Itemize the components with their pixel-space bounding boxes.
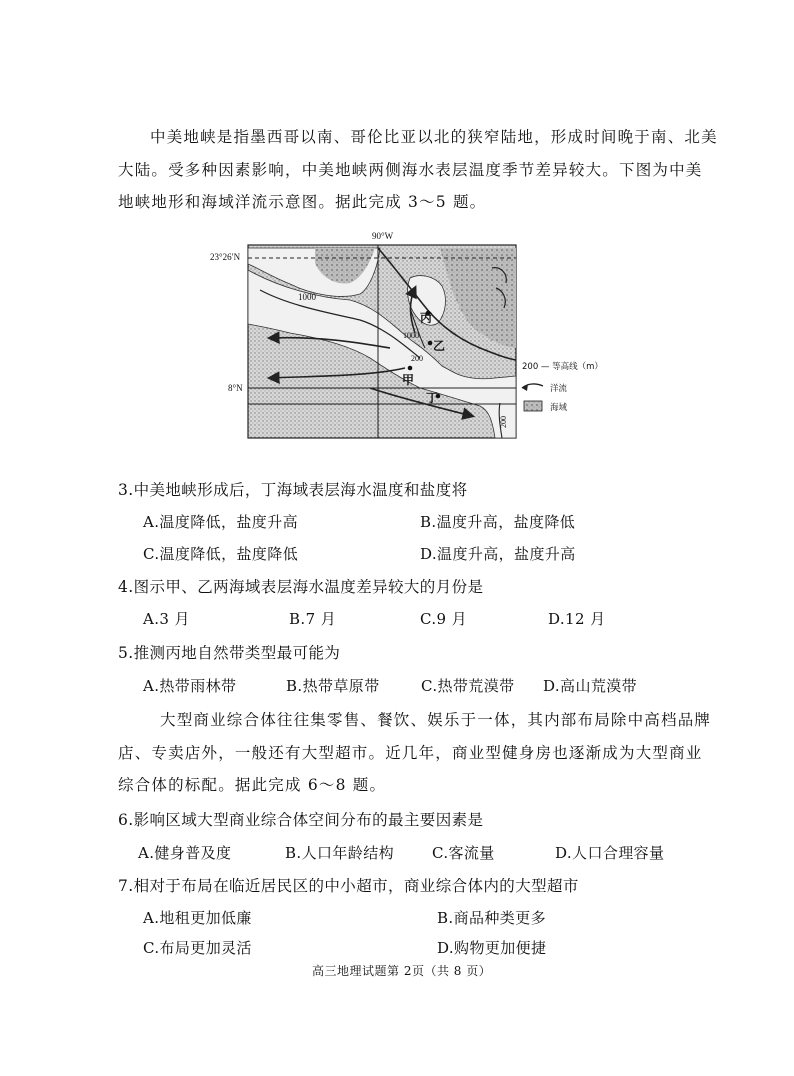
q6-option-d[interactable]: D.人口合理容量 — [555, 844, 665, 862]
contour-200-right-label: 200 — [499, 416, 508, 428]
point-jia — [408, 366, 413, 371]
intro2-line3: 综合体的标配。据此完成 6～8 题。 — [118, 776, 387, 794]
q7-option-a[interactable]: A.地租更加低廉 — [143, 909, 252, 927]
q6-option-b[interactable]: B.人口年龄结构 — [285, 844, 394, 862]
legend-sea-swatch — [524, 401, 542, 411]
legend-current: 洋流 — [550, 384, 568, 394]
contour-1000-left-label: 1000 — [298, 292, 316, 302]
legend-sea: 海域 — [550, 403, 568, 413]
legend-contour: 200 — 等高线（m） — [522, 362, 603, 372]
label-jia: 甲 — [402, 373, 415, 387]
q5-stem: 5.推测丙地自然带类型最可能为 — [118, 644, 341, 662]
q3-option-a[interactable]: A.温度降低，盐度升高 — [143, 513, 299, 531]
contour-200-mid-label: 200 — [411, 354, 423, 363]
q7-option-d[interactable]: D.购物更加便捷 — [437, 939, 547, 957]
q4-option-b[interactable]: B.7 月 — [289, 610, 337, 628]
q4-stem: 4.图示甲、乙两海域表层海水温度差异较大的月份是 — [118, 578, 484, 596]
page-footer: 高三地理试题第 2页（共 8 页） — [312, 964, 492, 978]
q7-option-c[interactable]: C.布局更加灵活 — [143, 939, 252, 957]
q5-option-c[interactable]: C.热带荒漠带 — [421, 677, 515, 695]
intro1-line2: 大陆。受多种因素影响，中美地峡两侧海水表层温度季节差异较大。下图为中美 — [118, 161, 703, 179]
central-america-map — [210, 228, 610, 443]
q4-option-c[interactable]: C.9 月 — [420, 610, 468, 628]
q3-option-b[interactable]: B.温度升高，盐度降低 — [420, 513, 576, 531]
point-yi — [428, 341, 433, 346]
q6-option-c[interactable]: C.客流量 — [432, 844, 495, 862]
label-ding: 丁 — [426, 391, 439, 405]
q3-option-c[interactable]: C.温度降低，盐度降低 — [143, 545, 299, 563]
q4-option-d[interactable]: D.12 月 — [548, 610, 606, 628]
intro2-line1: 大型商业综合体往往集零售、餐饮、娱乐于一体，其内部布局除中高档品牌 — [160, 711, 712, 729]
q7-option-b[interactable]: B.商品种类更多 — [437, 909, 546, 927]
q5-option-a[interactable]: A.热带雨林带 — [143, 677, 237, 695]
q3-stem: 3.中美地峡形成后，丁海域表层海水温度和盐度将 — [118, 481, 468, 499]
intro1-line3: 地峡地形和海域洋流示意图。据此完成 3～5 题。 — [118, 193, 487, 211]
q7-stem: 7.相对于布局在临近居民区的中小超市，商业综合体内的大型超市 — [118, 877, 579, 895]
q4-option-a[interactable]: A.3 月 — [143, 610, 190, 628]
label-yi: 乙 — [433, 339, 446, 353]
lat-bottom-label: 8°N — [228, 383, 243, 393]
intro1-line1: 中美地峡是指墨西哥以南、哥伦比亚以北的狭窄陆地，形成时间晚于南、北美 — [150, 128, 718, 146]
contour-1000-right-label: 1000 — [403, 331, 419, 340]
q5-option-b[interactable]: B.热带草原带 — [286, 677, 380, 695]
q6-stem: 6.影响区域大型商业综合体空间分布的最主要因素是 — [118, 811, 484, 829]
q5-option-d[interactable]: D.高山荒漠带 — [543, 677, 638, 695]
lon-label: 90°W — [372, 231, 394, 241]
intro2-line2: 店、专卖店外，一般还有大型超市。近几年，商业型健身房也逐渐成为大型商业 — [118, 744, 703, 762]
lat-top-label: 23°26′N — [210, 252, 241, 262]
q3-option-d[interactable]: D.温度升高，盐度升高 — [420, 545, 576, 563]
q6-option-a[interactable]: A.健身普及度 — [138, 844, 232, 862]
label-bing: 丙 — [420, 311, 433, 325]
